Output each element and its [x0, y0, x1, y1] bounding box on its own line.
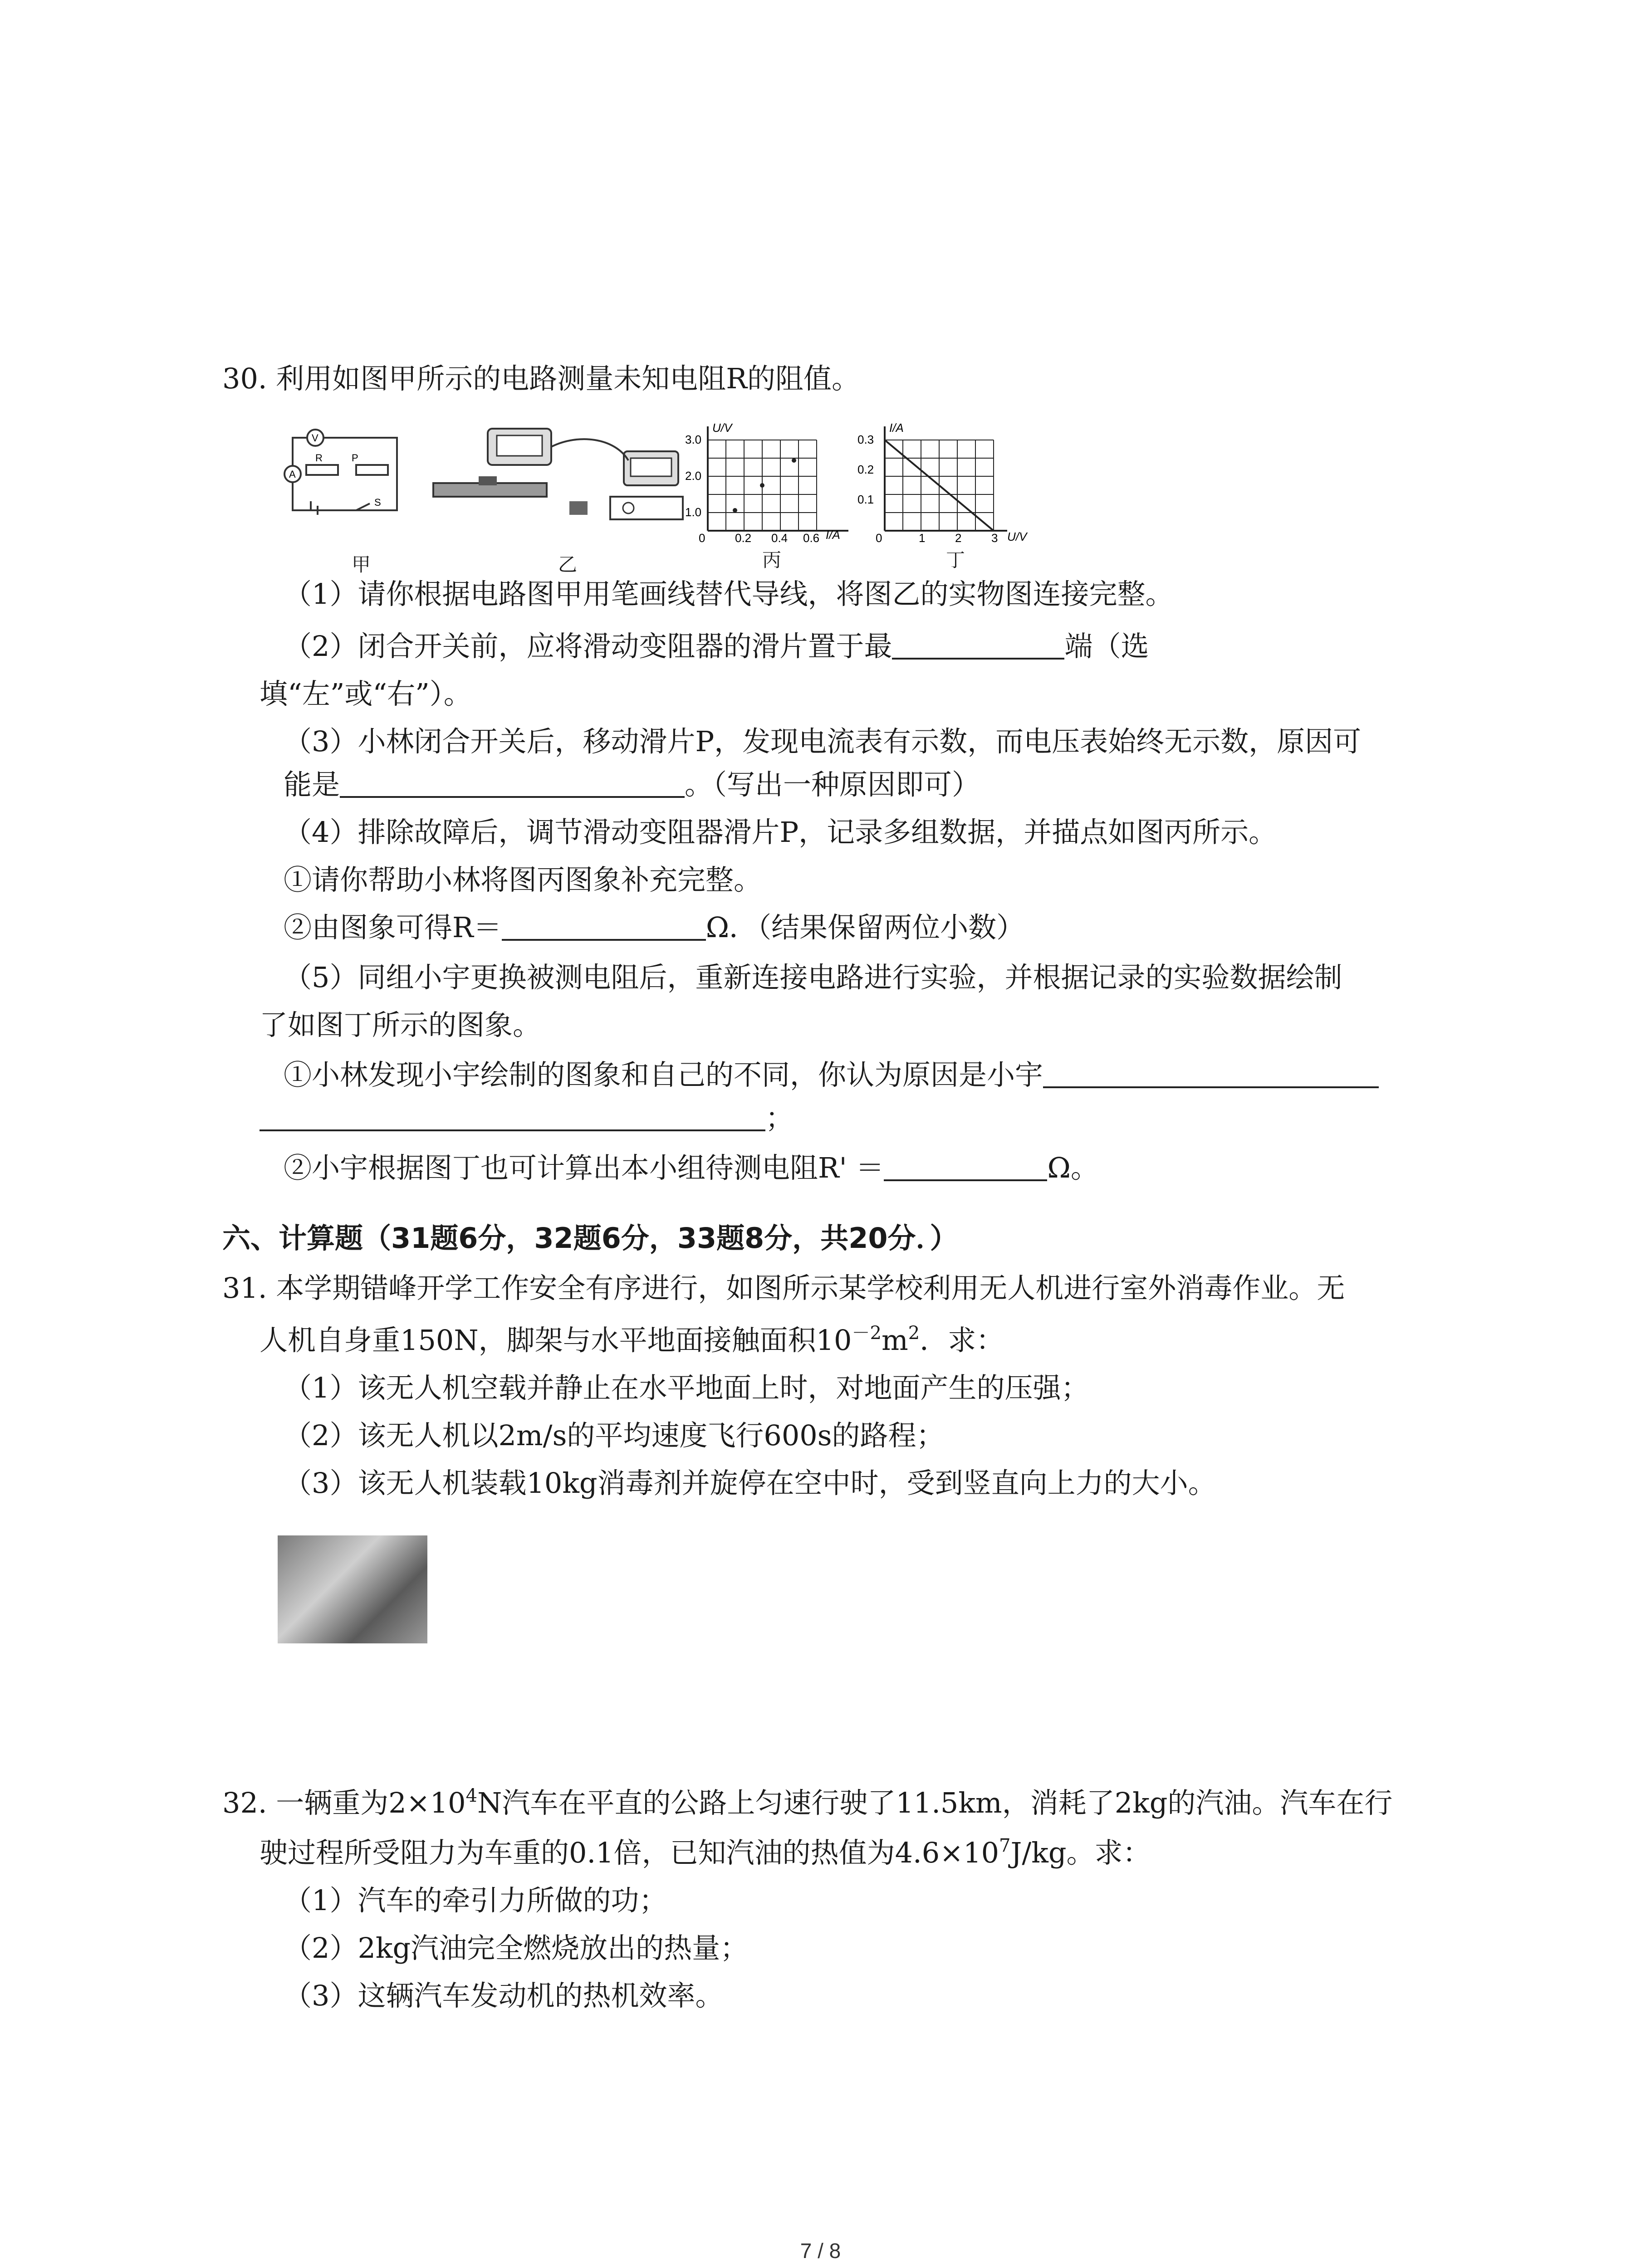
- q32-exponent-2: 7: [999, 1835, 1011, 1856]
- q32-line2: [260, 1835, 1151, 1871]
- q31-part1: （1）该无人机空载并静止在水平地面上时，对地面产生的压强；: [284, 1371, 1089, 1404]
- ding-ytick-1: 0.1: [857, 493, 874, 506]
- bing-xlabel: I/A: [826, 528, 840, 542]
- bing-xtick-3: 0.6: [803, 531, 820, 544]
- voltmeter-label: V: [312, 432, 318, 444]
- q30-part5-line1: （5）同组小宇更换被测电阻后，重新连接电路进行实验，并根据记录的实验数据绘制: [284, 961, 1342, 994]
- q32-line1-text: 32. 一辆重为2×10: [222, 1786, 466, 1819]
- caption-ding: 丁: [946, 549, 965, 571]
- q31-line2: [260, 1322, 1004, 1359]
- q31-exponent: －2: [852, 1323, 882, 1344]
- q30-part5-2-text: ②小宇根据图丁也可计算出本小组待测电阻R' ＝: [284, 1151, 884, 1184]
- caption-bing: 丙: [762, 549, 782, 571]
- q30-part2-text: （2）闭合开关前，应将滑动变阻器的滑片置于最: [284, 630, 892, 663]
- figure-bing-graph: [681, 422, 853, 544]
- ding-xtick-1: 1: [919, 531, 926, 544]
- answer-blank-5a[interactable]: [1043, 1058, 1379, 1088]
- q30-part3-line1: （3）小林闭合开关后，移动滑片P，发现电流表有示数，而电压表始终无示数，原因可: [284, 725, 1362, 758]
- figure-jia-circuit: [279, 429, 411, 528]
- ammeter-label: A: [289, 469, 296, 480]
- bing-xtick-2: 0.4: [771, 531, 788, 544]
- q32-part1: （1）汽车的牵引力所做的功；: [284, 1884, 667, 1917]
- q31-line1: 31. 本学期错峰开学工作安全有序进行，如图所示某学校利用无人机进行室外消毒作业。无: [222, 1271, 1345, 1305]
- q30-part5-1-tail: ；: [765, 1101, 794, 1134]
- q30-part4-2-text: ②由图象可得R＝: [284, 911, 502, 944]
- q30-part5-1-line2: [260, 1100, 794, 1136]
- q30-part4: （4）排除故障后，调节滑动变阻器滑片P，记录多组数据，并描点如图丙所示。: [284, 816, 1277, 849]
- bing-ytick-1: 1.0: [685, 505, 702, 519]
- answer-blank-2[interactable]: [892, 630, 1064, 660]
- section-6-heading: 六、计算题（31题6分，32题6分，33题8分，共20分．）: [222, 1222, 958, 1255]
- q31-line2-text: 人机自身重150N，脚架与水平地面接触面积10: [260, 1324, 852, 1357]
- q30-stem: 30. 利用如图甲所示的电路测量未知电阻R的阻值。: [222, 362, 860, 395]
- figure-ding-graph: [857, 422, 1048, 544]
- q30-part5-line2: 了如图丁所示的图象。: [260, 1008, 541, 1041]
- ding-ylabel: I/A: [889, 422, 904, 435]
- q32-line1: [222, 1785, 1392, 1821]
- ding-origin: 0: [876, 531, 882, 544]
- q32-exponent-1: 4: [465, 1785, 478, 1806]
- ding-ytick-2: 0.2: [857, 463, 874, 476]
- q31-part2: （2）该无人机以2m/s的平均速度飞行600s的路程；: [284, 1419, 945, 1452]
- answer-blank-3[interactable]: [340, 768, 685, 798]
- q30-part2-line1: [284, 628, 1149, 665]
- answer-blank-4[interactable]: [502, 911, 706, 941]
- bing-xtick-1: 0.2: [735, 531, 752, 544]
- bing-ytick-2: 2.0: [685, 469, 702, 483]
- q30-part4-1: ①请你帮助小林将图丙图象补充完整。: [284, 863, 762, 896]
- bing-ylabel: U/V: [712, 422, 732, 435]
- page-number: 7 / 8: [800, 2239, 841, 2263]
- bing-origin: 0: [699, 531, 705, 544]
- ding-xlabel: U/V: [1007, 530, 1027, 543]
- q32-part3: （3）这辆汽车发动机的热机效率。: [284, 1979, 724, 2012]
- slider-label: P: [352, 452, 358, 464]
- answer-blank-5b[interactable]: [260, 1101, 765, 1131]
- drone-disinfection-photo: [278, 1535, 427, 1643]
- q30-part2-tail: 端（选: [1064, 630, 1149, 663]
- q31-part3: （3）该无人机装载10kg消毒剂并旋停在空中时，受到竖直向上力的大小。: [284, 1466, 1216, 1500]
- q30-part5-2: [284, 1150, 1099, 1186]
- switch-label: S: [374, 497, 381, 508]
- q30-part3-text: 能是: [284, 768, 340, 801]
- q30-part1: （1）请你根据电路图甲用笔画线替代导线，将图乙的实物图连接完整。: [284, 577, 1174, 611]
- q32-part2: （2）2kg汽油完全燃烧放出的热量；: [284, 1931, 749, 1965]
- caption-jia: 甲: [352, 553, 371, 576]
- q30-part5-1-text: ①小林发现小宇绘制的图象和自己的不同，你认为原因是小宇: [284, 1058, 1043, 1091]
- q32-line1-tail: N汽车在平直的公路上匀速行驶了11.5km，消耗了2kg的汽油。汽车在行: [477, 1786, 1393, 1819]
- ding-xtick-3: 3: [991, 531, 998, 544]
- q30-part2-line2: 填“左”或“右”）。: [260, 677, 472, 710]
- q31-unit-exponent: 2: [908, 1323, 920, 1344]
- bing-ytick-3: 3.0: [685, 433, 702, 446]
- q32-line2-tail: J/kg。求：: [1010, 1836, 1151, 1869]
- caption-yi: 乙: [558, 553, 578, 576]
- q30-part5-1-line1: [284, 1057, 1379, 1093]
- q30-part4-2: [284, 909, 1024, 946]
- ding-ytick-3: 0.3: [857, 433, 874, 446]
- q32-line2-text: 驶过程所受阻力为车重的0.1倍，已知汽油的热值为4.6×10: [260, 1836, 999, 1869]
- q30-part3-tail: 。（写出一种原因即可）: [685, 768, 980, 801]
- figure-yi-apparatus: [424, 420, 715, 533]
- q30-part4-2-tail: Ω．（结果保留两位小数）: [705, 911, 1025, 944]
- q31-line2-tail: ．求：: [920, 1324, 1004, 1357]
- resistor-label: R: [315, 452, 323, 464]
- q30-part5-2-tail: Ω。: [1047, 1151, 1099, 1184]
- q30-part3-line2: [284, 767, 980, 803]
- answer-blank-6[interactable]: [884, 1151, 1047, 1181]
- q31-unit: m: [881, 1324, 908, 1357]
- ding-xtick-2: 2: [955, 531, 962, 544]
